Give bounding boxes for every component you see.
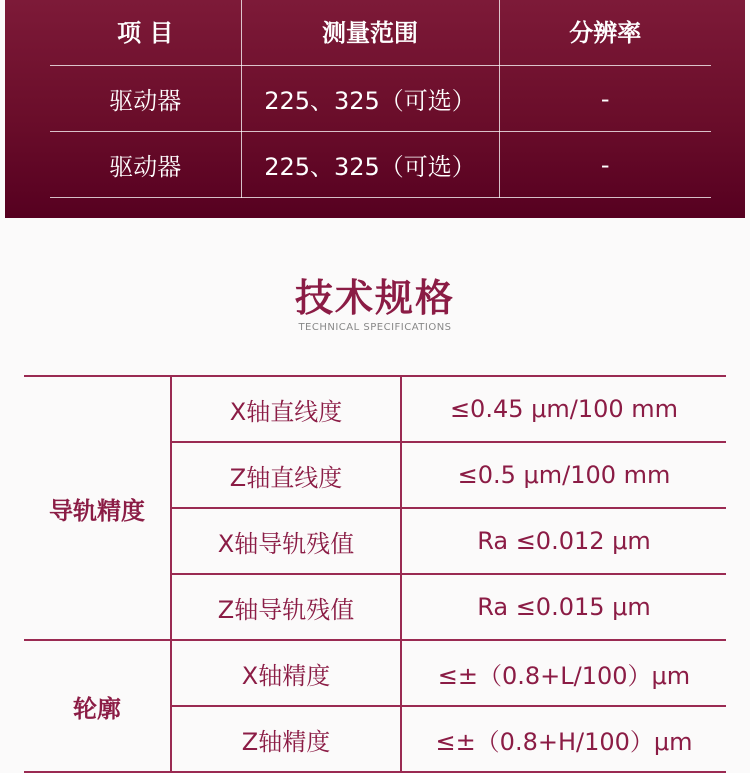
table-row <box>50 66 711 132</box>
top-panel <box>5 0 745 218</box>
spec-value: Ra ≤0.012 μm <box>401 508 726 574</box>
spec-name: X轴导轨残值 <box>171 508 401 574</box>
measurement-table <box>50 0 711 198</box>
spec-value: ≤0.5 μm/100 mm <box>401 442 726 508</box>
header-resolution: 分辨率 <box>499 0 711 66</box>
spec-name: X轴精度 <box>171 640 401 706</box>
spec-name: Z轴精度 <box>171 706 401 772</box>
table-row <box>50 132 711 198</box>
spec-name: X轴直线度 <box>171 376 401 442</box>
spec-name: Z轴导轨残值 <box>171 574 401 640</box>
group-label-guide-accuracy: 导轨精度 <box>24 376 171 640</box>
spec-value: ≤±（0.8+H/100）μm <box>401 706 726 772</box>
table-row <box>24 376 726 442</box>
table-row <box>24 640 726 706</box>
header-item: 项 目 <box>50 0 241 66</box>
cell-item: 驱动器 <box>50 66 241 132</box>
group-label-contour: 轮廓 <box>24 640 171 772</box>
cell-item: 驱动器 <box>50 132 241 198</box>
cell-resolution: - <box>499 132 711 198</box>
header-range: 测量范围 <box>241 0 499 66</box>
spec-value: ≤0.45 μm/100 mm <box>401 376 726 442</box>
section-title: 技术规格 <box>294 276 455 320</box>
spec-value: Ra ≤0.015 μm <box>401 574 726 640</box>
spec-value: ≤±（0.8+L/100）μm <box>401 640 726 706</box>
cell-range: 225、325（可选） <box>241 66 499 132</box>
spec-table <box>24 375 726 773</box>
cell-resolution: - <box>499 66 711 132</box>
table-header-row <box>50 0 711 66</box>
spec-name: Z轴直线度 <box>171 442 401 508</box>
section-subtitle: TECHNICAL SPECIFICATIONS <box>298 322 452 333</box>
cell-range: 225、325（可选） <box>241 132 499 198</box>
